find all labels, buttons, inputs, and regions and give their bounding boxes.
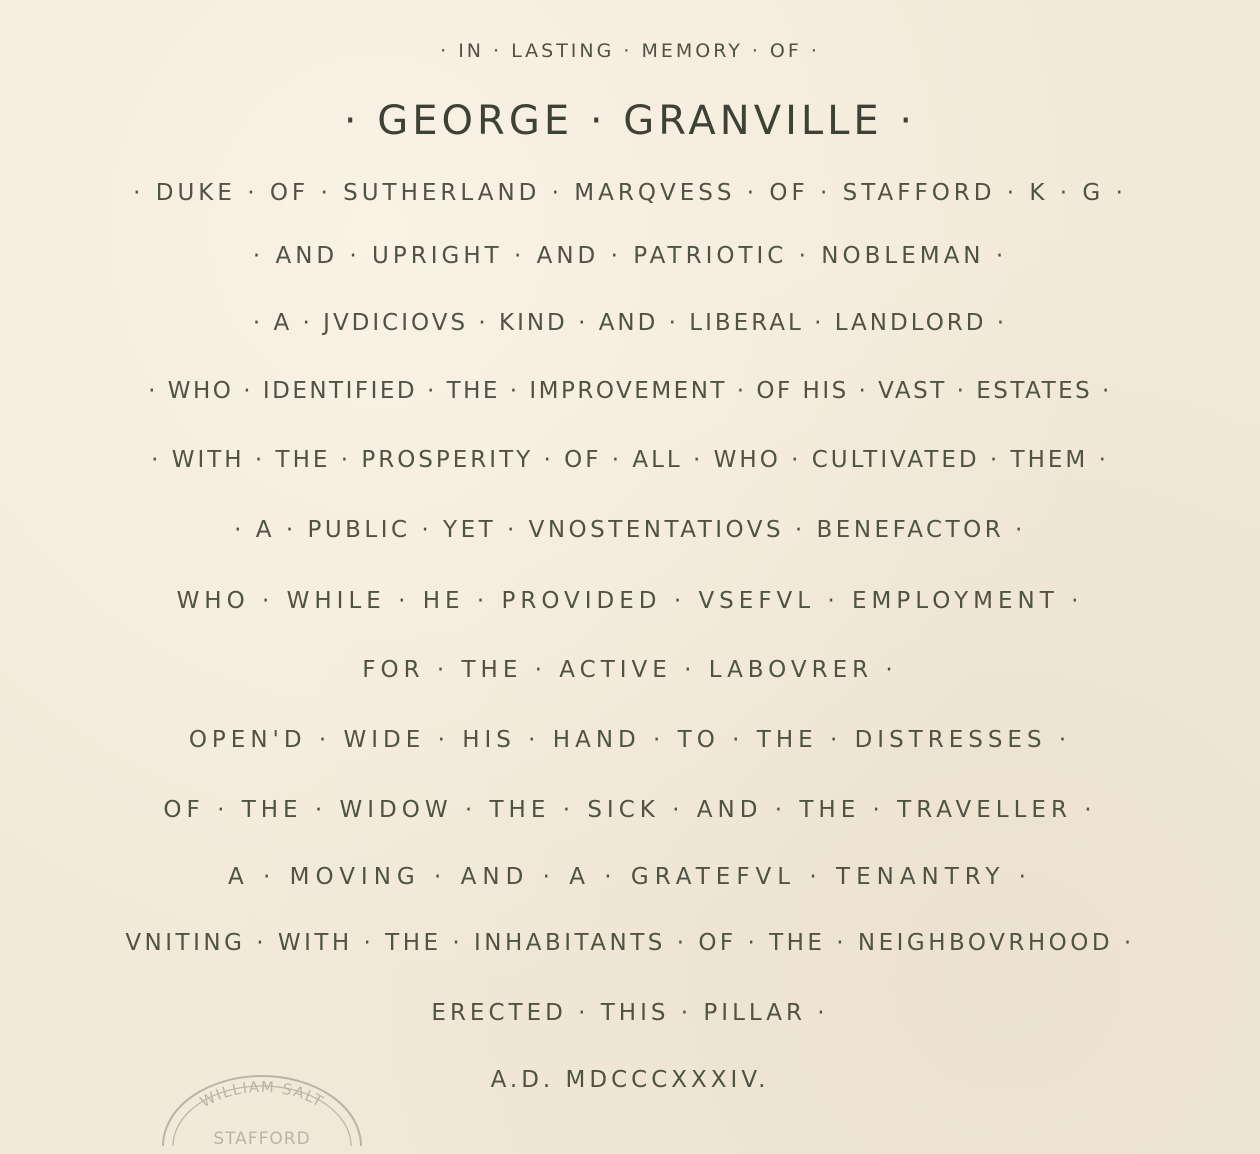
inscription-line: OF · THE · WIDOW · THE · SICK · AND · THE · TRAVELLER · xyxy=(163,797,1097,823)
oval-stamp-icon xyxy=(157,1072,367,1148)
inscription-date: A.D. MDCCCXXXIV. xyxy=(490,1067,770,1093)
inscription-line: FOR · THE · ACTIVE · LABOVRER · xyxy=(362,657,898,683)
inscription-line: OPEN'D · WIDE · HIS · HAND · TO · THE · DISTRESSES · xyxy=(188,727,1072,753)
inscription-line: · DUKE · OF · SUTHERLAND · MARQVESS · OF · STAFFORD · K · G · xyxy=(133,180,1127,206)
stamp-text-bottom: STAFFORD xyxy=(213,1129,311,1148)
inscription-line: ERECTED · THIS · PILLAR · xyxy=(431,1000,829,1026)
inscription-line: · AND · UPRIGHT · AND · PATRIOTIC · NOBLEMAN · xyxy=(252,243,1008,269)
inscription-header: · IN · LASTING · MEMORY · OF · xyxy=(440,40,820,62)
inscription-line: WHO · WHILE · HE · PROVIDED · VSEFVL · EMPLOYMENT · xyxy=(176,588,1084,614)
inscription-line: A · MOVING · AND · A · GRATEFVL · TENANTRY · xyxy=(227,864,1032,890)
inscription-line: VNITING · WITH · THE · INHABITANTS · OF · THE · NEIGHBOVRHOOD · xyxy=(125,930,1135,956)
inscription-name: · GEORGE · GRANVILLE · xyxy=(343,98,917,144)
inscription-line: · WHO · IDENTIFIED · THE · IMPROVEMENT · OF HIS · VAST · ESTATES · xyxy=(148,378,1112,404)
inscription-line: · A · JVDICIOVS · KIND · AND · LIBERAL · LANDLORD · xyxy=(252,310,1008,336)
inscription-line: · WITH · THE · PROSPERITY · OF · ALL · WHO · CULTIVATED · THEM · xyxy=(151,447,1109,473)
inscription-line: · A · PUBLIC · YET · VNOSTENTATIOVS · BENEFACTOR · xyxy=(234,517,1026,543)
stamp-text-top: WILLIAM SALT xyxy=(197,1077,328,1112)
